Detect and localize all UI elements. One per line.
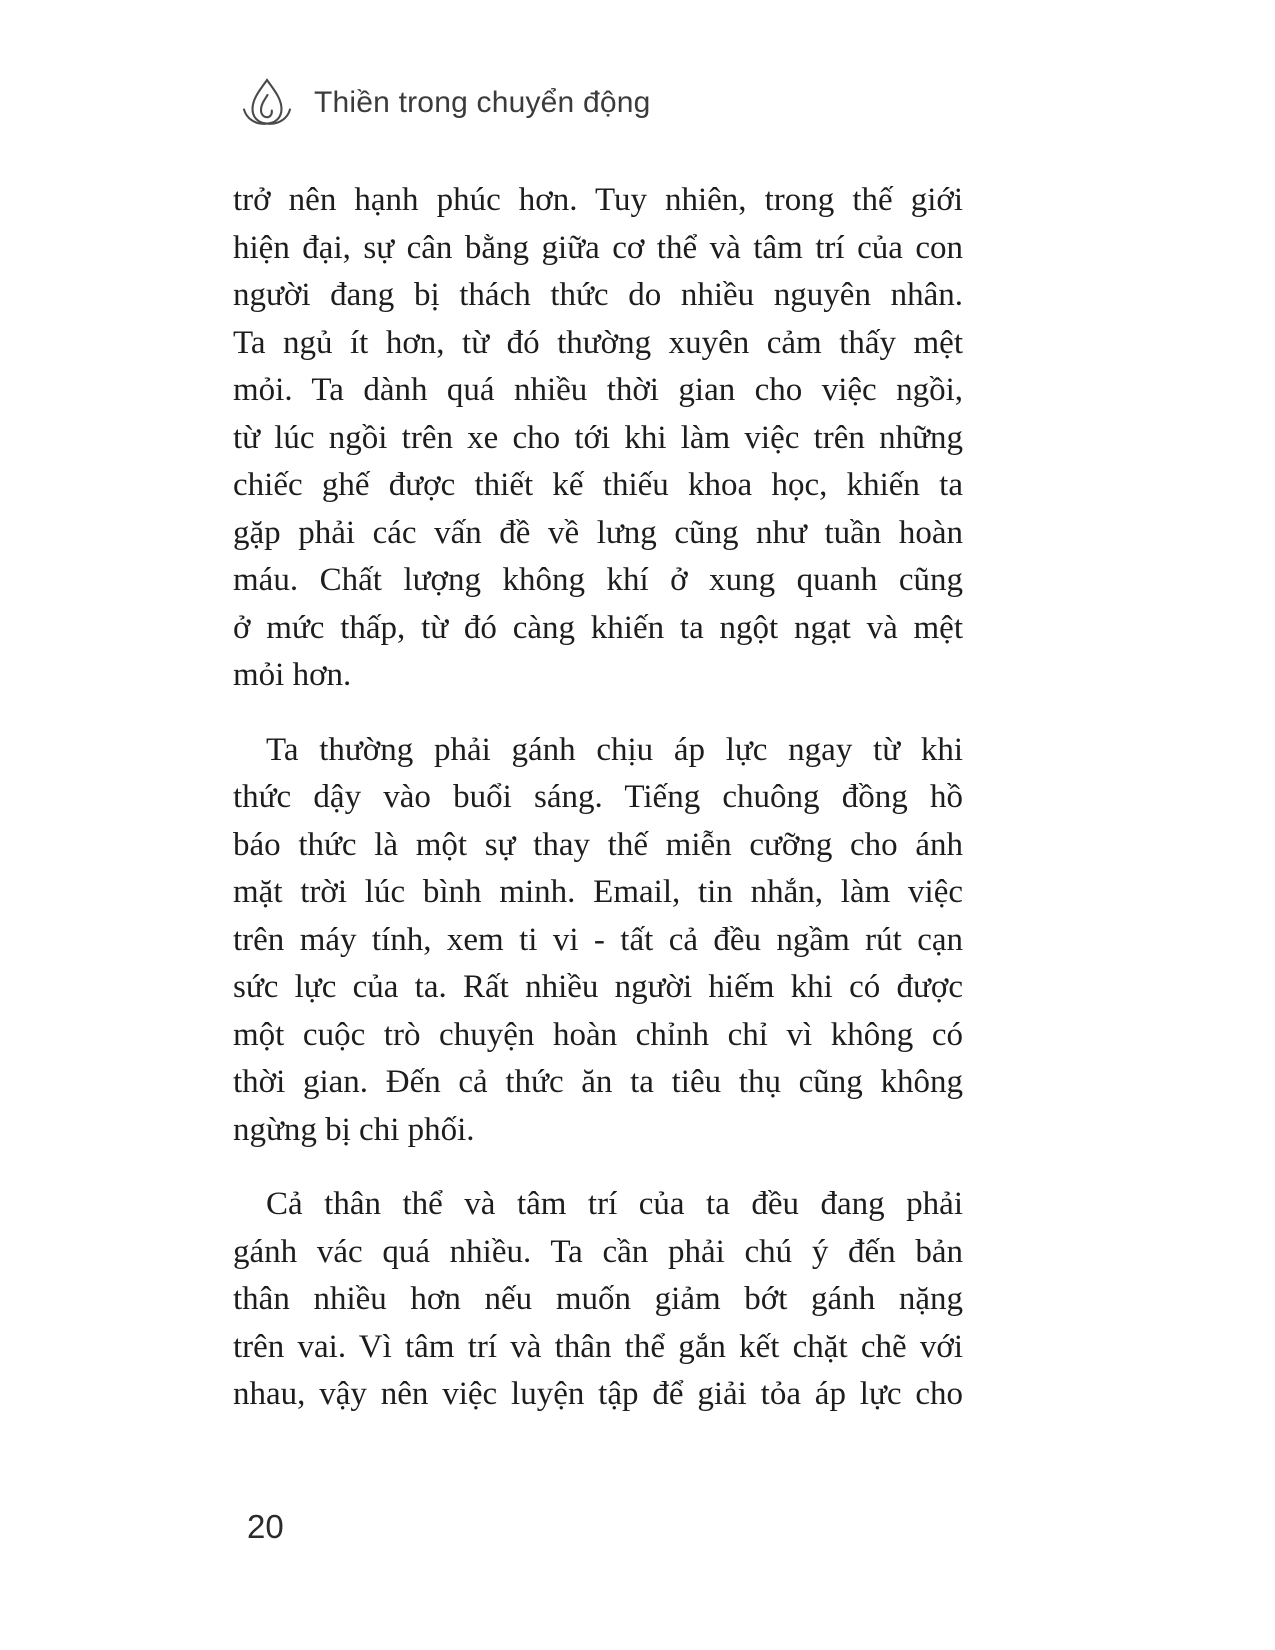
text-line: hiện đại, sự cân bằng giữa cơ thể và tâm trí của con <box>233 229 963 266</box>
text-line: từ lúc ngồi trên xe cho tới khi làm việc trên những <box>233 419 963 456</box>
text-line: mỏi hơn. <box>233 657 352 693</box>
text-line: ở mức thấp, từ đó càng khiến ta ngột ngạt và mệt <box>233 609 963 646</box>
text-line: mặt trời lúc bình minh. Email, tin nhắn, làm việc <box>233 874 963 910</box>
book-title: Thiền trong chuyển động <box>314 86 651 119</box>
text-line: gánh vác quá nhiều. Ta cần phải chú ý đến bản <box>233 1233 963 1270</box>
text-line: báo thức là một sự thay thế miễn cưỡng cho ánh <box>233 826 963 863</box>
page-body-text <box>233 177 963 1419</box>
text-line: thức dậy vào buổi sáng. Tiếng chuông đồng hồ <box>233 779 963 815</box>
page-number: 20 <box>247 1508 284 1545</box>
text-line: mỏi. Ta dành quá nhiều thời gian cho việc ngồi, <box>233 372 963 408</box>
text-line: thời gian. Đến cả thức ăn ta tiêu thụ cũng không <box>233 1064 963 1100</box>
text-line: người đang bị thách thức do nhiều nguyên nhân. <box>233 277 963 313</box>
text-line: thân nhiều hơn nếu muốn giảm bớt gánh nặng <box>233 1281 963 1317</box>
text-line: chiếc ghế được thiết kế thiếu khoa học, khiến ta <box>233 467 963 503</box>
paragraph <box>233 177 963 700</box>
lotus-icon <box>236 72 298 134</box>
text-line: trở nên hạnh phúc hơn. Tuy nhiên, trong thế giới <box>233 182 963 218</box>
page-header <box>236 72 651 134</box>
text-line: một cuộc trò chuyện hoàn chỉnh chỉ vì không có <box>233 1016 963 1053</box>
text-line: trên máy tính, xem ti vi - tất cả đều ngầm rút cạn <box>233 921 963 958</box>
text-line: trên vai. Vì tâm trí và thân thể gắn kết chặt chẽ với <box>233 1328 963 1365</box>
text-line: nhau, vậy nên việc luyện tập để giải tỏa áp lực cho <box>233 1376 963 1412</box>
text-line: gặp phải các vấn đề về lưng cũng như tuần hoàn <box>233 514 963 551</box>
text-line: Ta ngủ ít hơn, từ đó thường xuyên cảm thấy mệt <box>233 324 963 361</box>
paragraph <box>233 1181 963 1419</box>
text-line: sức lực của ta. Rất nhiều người hiếm khi có được <box>233 969 963 1005</box>
text-line: ngừng bị chi phối. <box>233 1111 475 1148</box>
text-line: máu. Chất lượng không khí ở xung quanh cũng <box>233 562 963 598</box>
text-line: Ta thường phải gánh chịu áp lực ngay từ khi <box>266 731 963 768</box>
paragraph <box>233 727 963 1155</box>
text-line: Cả thân thể và tâm trí của ta đều đang phải <box>266 1186 963 1222</box>
